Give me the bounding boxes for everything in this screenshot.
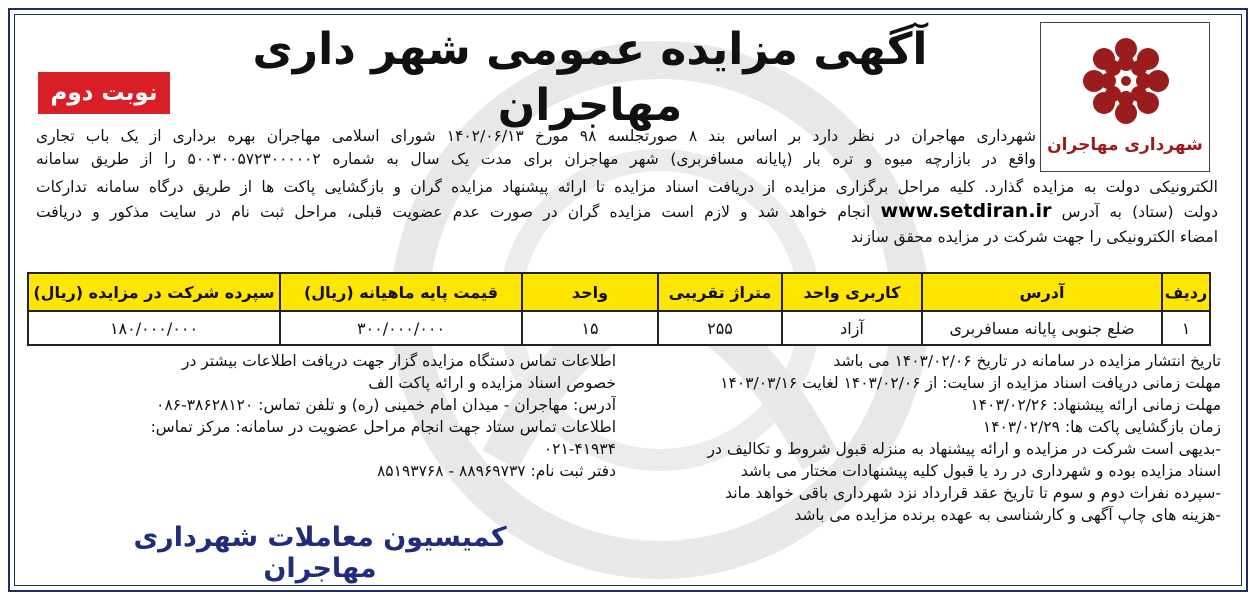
schedule-line: -بدیهی است شرکت در مزایده و ارائه پیشنهاد به منزله قبول شروط و تکالیف در [707,440,1221,458]
schedule-line: مهلت زمانی ارائه پیشنهاد: ۱۴۰۳/۰۲/۲۶ [970,396,1221,414]
intro-line-3: الکترونیکی دولت به مزایده گذارد. کلیه مراحل برگزاری مزایده از دریافت اسناد مزایده تا ارائه پیشنهاد مزایده گران و بازگشایی پاکت ها از طریق درگاه سامانه تدارکات [36,178,1218,196]
schedule-line: -هزینه های چاپ آگهی و کارشناسی به عهده برنده مزایده می باشد [794,506,1221,524]
contact-line: اطلاعات تماس دستگاه مزایده گزار جهت دریافت اطلاعات بیشتر در [181,352,616,370]
contact-line: خصوص اسناد مزایده و ارائه پاکت الف [368,374,616,392]
website-link[interactable]: www.setdiran.ir [880,200,1052,222]
header-base-price: قیمت پایه ماهیانه (ریال) [280,273,522,311]
header-deposit: سپرده شرکت در مزایده (ریال) [28,273,280,311]
intro-line-5: امضاء الکترونیکی را جهت شرکت در مزایده محقق سازند [851,228,1218,246]
municipality-logo [1040,22,1210,172]
logo-caption: شهرداری مهاجران [1047,135,1203,155]
header-address: آدرس [922,273,1162,311]
table-row [28,311,1210,345]
intro-line-4 [36,200,1218,224]
cell-base-price: ۳۰۰/۰۰۰/۰۰۰ [280,311,522,345]
contact-line: دفتر ثبت نام: ۸۸۹۶۹۷۳۷ - ۸۵۱۹۳۷۶۸ [376,462,616,480]
table-header-row [28,273,1210,311]
schedule-line: -سپرده نفرات دوم و سوم تا تاریخ عقد قرارداد نزد شهرداری باقی خواهد ماند [725,484,1221,502]
intro-line-4-start: دولت (ستاد) به آدرس [1061,203,1218,221]
intro-line-4-end: انجام خواهد شد و لازم است مزایده گران در صورت عدم عضویت قبلی، مراحل ثبت نام در سایت مذکور و دریافت [36,203,871,221]
contact-line: آدرس: مهاجران - میدان امام خمینی (ره) و تلفن تماس: ۳۸۶۲۸۱۲۰-۰۸۶ [156,396,616,414]
signature-commission: کمیسیون معاملات شهرداری مهاجران [133,522,507,584]
round-badge: نوبت دوم [38,72,170,114]
contact-line: ۰۲۱-۴۱۹۳۴ [543,440,616,458]
cell-usage: آزاد [782,311,922,345]
cell-unit: ۱۵ [522,311,658,345]
header-row-number: ردیف [1162,273,1210,311]
header-unit: واحد [522,273,658,311]
auction-table [27,272,1211,346]
cell-address: ضلع جنوبی پایانه مسافربری [922,311,1162,345]
contact-line: اطلاعات تماس ستاد جهت انجام مراحل عضویت در سامانه: مرکز تماس: [150,418,616,436]
contact-column [36,350,616,482]
intro-line-2: واقع در بازارچه میوه و تره بار (پایانه مسافربری) شهر مهاجران برای مدت یک سال به شماره ۵۰۰۳۰۰۵۷۲۳۰۰۰۰۰۲ را از طریق سامانه [36,150,1036,168]
intro-line-1: شهرداری مهاجران در نظر دارد بر اساس بند ۸ صورتجلسه ۹۸ مورخ ۱۴۰۲/۰۶/۱۳ شورای اسلامی مهاجران بهره برداری از یک باب تجاری [36,127,1036,145]
schedule-line: مهلت زمانی دریافت اسناد مزایده از سایت: از ۱۴۰۳/۰۲/۰۶ لغایت ۱۴۰۳/۰۳/۱۶ [720,374,1221,392]
cell-row-number: ۱ [1162,311,1210,345]
header-usage: کاربری واحد [782,273,922,311]
header-area: متراژ تقریبی [658,273,782,311]
municipality-flower-emblem-icon [1071,31,1181,131]
schedule-line: زمان بازگشایی پاکت ها: ۱۴۰۳/۰۲/۲۹ [982,418,1221,436]
page-title: آگهی مزایده عمومی شهر داری مهاجران [252,24,928,131]
cell-deposit: ۱۸۰/۰۰۰/۰۰۰ [28,311,280,345]
schedule-line: اسناد مزایده بوده و شهرداری در رد یا قبول کلیه پیشنهادات مختار می باشد [740,462,1221,480]
cell-area: ۲۵۵ [658,311,782,345]
schedule-column [625,350,1221,526]
schedule-line: تاریخ انتشار مزایده در سامانه در تاریخ ۱۴۰۳/۰۲/۰۶ می باشد [833,352,1221,370]
